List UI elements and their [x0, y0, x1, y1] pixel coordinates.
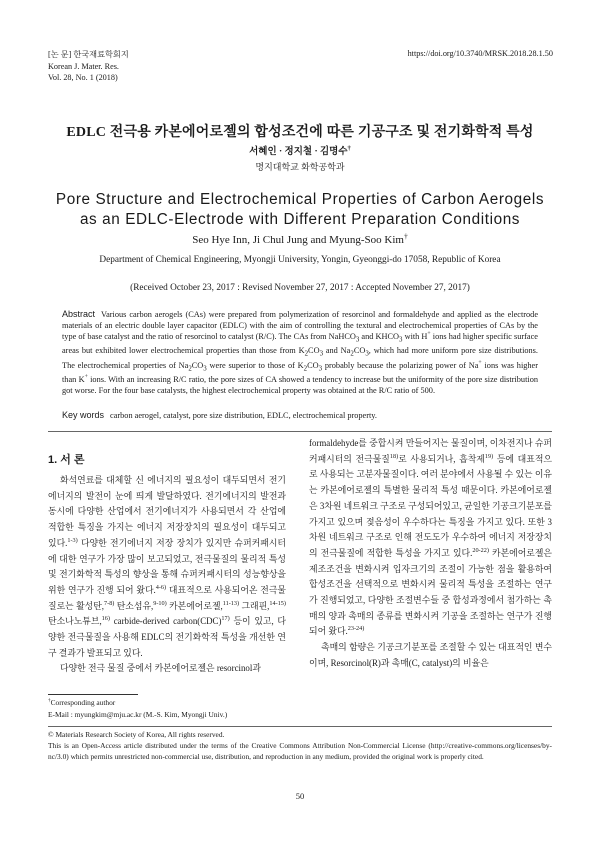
- korean-authors: [0, 143, 600, 157]
- footnote: [48, 697, 227, 721]
- section-heading: [48, 451, 85, 467]
- copyright-line: © Materials Research Society of Korea, All rights reserved.: [48, 730, 225, 739]
- license-block: [48, 729, 552, 763]
- english-title-line1: Pore Structure and Electrochemical Properties of Carbon Aerogels: [55, 191, 545, 208]
- left-column: [48, 473, 286, 677]
- received-dates: (Received October 23, 2017 : Revised November 27, 2017 : Accepted November 27, 2017): [130, 283, 470, 293]
- journal-korean-name: [논 문] 한국재료학회지: [48, 50, 129, 59]
- right-column: [309, 436, 552, 672]
- section-number: 1.: [48, 454, 58, 466]
- keywords: [62, 410, 538, 420]
- keywords-text: carbon aerogel, catalyst, pore size distribution, EDLC, electrochemical property.: [110, 411, 377, 420]
- korean-author-names: 서혜인 · 정지철 · 김명수: [249, 147, 348, 157]
- abstract: [62, 309, 538, 397]
- footnote-corresponding: Corresponding author: [50, 698, 116, 707]
- keywords-label: Key words: [62, 410, 105, 420]
- intro-paragraph-3: 촉매의 함량은 기공크기분포를 조절할 수 있는 대표적인 변수이며, Resorcinol(R)과 촉매(C, catalyst)의 비율은: [309, 642, 552, 668]
- footnote-divider: [48, 694, 138, 695]
- korean-affiliation: 명지대학교 화학공학과: [255, 162, 345, 172]
- korean-title: EDLC 전극용 카본에어로젤의 합성조건에 따른 기공구조 및 전기화학적 특성: [66, 125, 534, 140]
- journal-english-name: Korean J. Mater. Res.: [48, 61, 119, 71]
- license-divider: [48, 726, 552, 727]
- english-affiliation: Department of Chemical Engineering, Myongji University, Yongin, Gyeonggi-do 17058, Republic of Korea: [99, 255, 501, 265]
- english-title-line2: as an EDLC-Electrode with Different Preparation Conditions: [79, 210, 521, 228]
- page-number: 50: [295, 791, 305, 801]
- doi-link[interactable]: https://doi.org/10.3740/MRSK.2018.28.1.50: [407, 49, 553, 58]
- footnote-mark: †: [48, 697, 51, 704]
- english-title: [0, 190, 600, 229]
- header-divider: [48, 431, 552, 432]
- intro-paragraph-2: 다양한 전극 물질 중에서 카본에어로젤은 resorcinol과: [60, 663, 261, 674]
- english-corresponding-mark: †: [403, 231, 408, 241]
- footnote-email: E-Mail : myungkim@mju.ac.kr (M.-S. Kim, Myongji Univ.): [48, 709, 228, 719]
- english-authors: [0, 231, 600, 246]
- journal-info: [48, 49, 129, 84]
- korean-corresponding-mark: †: [347, 144, 351, 152]
- license-text: This is an Open-Access article distributed under the terms of the Creative Commons Attribution Non-Commercial License (http://creative-commons.org/licenses/by-nc/3.0) which permits unrestricted non-commercial use, distribution, and reproduction in any medium, provided the original work is properly cited.: [48, 741, 552, 762]
- journal-volume: Vol. 28, No. 1 (2018): [48, 73, 118, 82]
- abstract-text: Various carbon aerogels (CAs) were prepared from polymerization of resorcinol and formaldehyde and applied as the electrode materials of an electric double layer capacitor (EDLC) with the aim of controlling the textural and electrochemical properties of CAs by the type of base catalyst and the ratio of resorcinol to catalyst (R/C). The CAs from NaHCO$_3$ and $KHCO_3$ with H+ ions had higher specific surface areas but exhibited lower electrochemical properties than those from $K_2CO_3$ and $Na_2CO_3$, which had more uniform pore size distributions. The electrochemical properties of $Na_2CO_3$ were superior to those of $K_2CO_3$ probably because the polarizing power of Na+ ions was higher than K+ ions. With an increasing R/C ratio, the pore sizes of CA showed a tendency to increase but the uniformity of the pore size distribution got worse. For the four base catalysts, the highest electrochemical property was obtained at the R/C ratio of 500.: [62, 310, 538, 395]
- abstract-label: Abstract: [62, 309, 96, 319]
- english-author-names: Seo Hye Inn, Ji Chul Jung and Myung-Soo Kim: [192, 234, 404, 246]
- section-title: 서 론: [60, 454, 85, 466]
- intro-paragraph-2-cont: formaldehyde를 중합시켜 만들어지는 물질이며, 이차전지나 슈퍼커패시터의 전극물질$^{18)}$로 사용되거나, 흡착제$^{19)}$ 등에 대표적으로 사용되는 고분자물질이다. 여러 분야에서 사용될 수 있는 이유는 카본에어로젤의 특별한 물리적 특성 때문이다. 카본에어로젤은 3차원 네트워크 구조로 구성되어있고, 균일한 기공크기분포를 가지고 있으며 젖음성이 우수하다는 특징을 가지고 있다. 또한 3차원 네트워크 구조로 인해 전도도가 우수하여 에너지 저장장치의 전극물질에 적합한 특성을 가지고 있다.$^{20-22)}$ 카본에어로젤은 제조조건을 변화시켜 입자크기의 조절이 가능한 점을 활용하여 합성조건을 선택적으로 변화시켜 물리적 특성을 조절하는 연구가 진행되었고, 다양한 조절변수들 중 합성과정에서 첨가하는 촉매의 양과 촉매의 종류를 변화시켜 기공을 조절하는 연구가 진행되어 왔다.$^{23-24)}$: [309, 438, 553, 637]
- intro-paragraph-1: 화석연료를 대체할 신 에너지의 필요성이 대두되면서 전기에너지의 발전이 눈에 띄게 발달하였다. 전기에너지의 발전과 동시에 다양한 산업에서 전기에너지가 사용되면서 각 산업에 적합한 특징을 가지는 에너지 저장장치의 필요성이 대두되고 있다.$^{1-3)}$ 다양한 전기에너지 저장 장치가 있지만 슈퍼커패시터에 대한 연구가 가장 많이 보고되었고, 전극물질의 물리적 특성 및 전기화학적 특성의 향상을 통해 슈퍼커패시터의 성능향상을 위한 연구가 진행 되어 왔다.$^{4-6)}$ 대표적으로 사용되어온 전극물질로는 활성탄,$^{7-8)}$ 탄소섬유,$^{9-10)}$ 카본에어로젤,$^{11-13)}$ 그래핀,$^{14-15)}$ 탄소나노튜브,$^{16)}$ carbide-derived carbon(CDC)$^{17)}$ 등이 있고, 다양한 전극물질을 사용해 EDLC의 전기화학적 특성을 개선한 연구 결과가 발표되고 있다.: [48, 475, 286, 658]
